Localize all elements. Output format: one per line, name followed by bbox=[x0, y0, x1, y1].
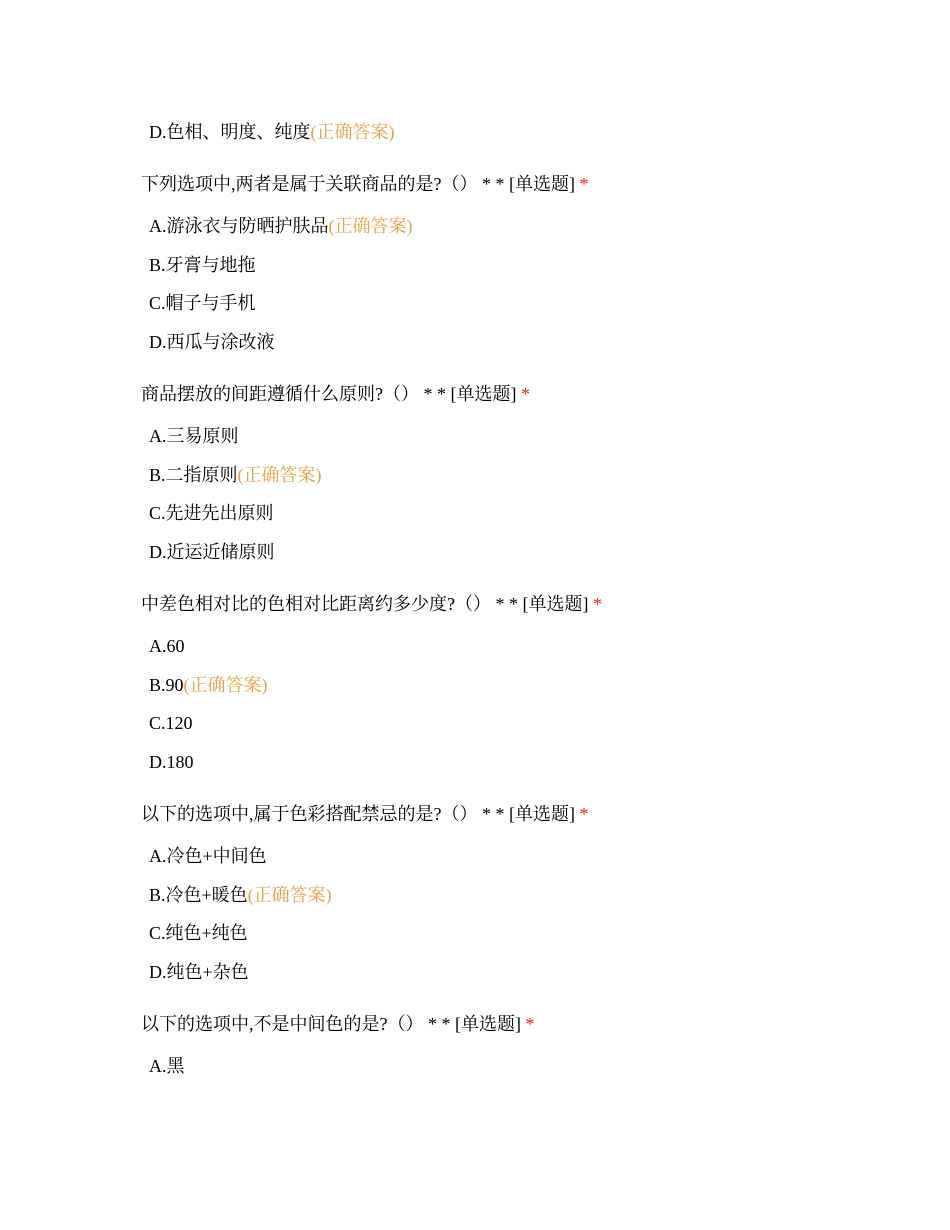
question-5-option-a bbox=[149, 1054, 185, 1078]
question-3-option-a bbox=[149, 634, 185, 658]
question-1-option-c bbox=[149, 291, 256, 315]
option-text: D.纯色+杂色 bbox=[149, 962, 249, 982]
option-text: A.游泳衣与防晒护肤品 bbox=[149, 216, 329, 236]
option-text: B.牙膏与地拖 bbox=[149, 255, 256, 275]
option-text: C.纯色+纯色 bbox=[149, 923, 248, 943]
option-text: B.二指原则 bbox=[149, 465, 238, 485]
question-2-option-a bbox=[149, 424, 239, 448]
question-3-option-b bbox=[149, 673, 268, 697]
correct-answer-mark: (正确答案) bbox=[237, 465, 322, 485]
required-mark: * bbox=[579, 174, 589, 194]
required-mark: * bbox=[521, 384, 530, 404]
question-type-tag: * * [单选题] bbox=[482, 804, 575, 824]
question-2-option-b bbox=[149, 463, 322, 487]
question-1 bbox=[141, 172, 589, 196]
question-5 bbox=[141, 1012, 535, 1036]
option-text: A.60 bbox=[149, 636, 185, 656]
question-3-option-c bbox=[149, 711, 193, 735]
required-mark: * bbox=[593, 594, 602, 614]
option-text: D.近运近储原则 bbox=[149, 542, 275, 562]
question-2 bbox=[141, 382, 530, 406]
required-mark: * bbox=[525, 1014, 535, 1034]
question-type-tag: * * [单选题] bbox=[495, 594, 589, 614]
option-text: C.先进先出原则 bbox=[149, 503, 274, 523]
option-text: D.180 bbox=[149, 752, 194, 772]
correct-answer-mark: (正确答案) bbox=[183, 675, 268, 695]
correct-answer-mark: (正确答案) bbox=[310, 122, 395, 142]
question-text: 商品摆放的间距遵循什么原则?（） bbox=[141, 384, 419, 404]
question-4-option-b bbox=[149, 883, 332, 907]
question-type-tag: * * [单选题] bbox=[428, 1014, 521, 1034]
question-1-option-b bbox=[149, 253, 256, 277]
option-text: A.黑 bbox=[149, 1056, 185, 1076]
correct-answer-mark: (正确答案) bbox=[247, 885, 332, 905]
option-text: C.帽子与手机 bbox=[149, 293, 256, 313]
question-type-tag: * * [单选题] bbox=[482, 174, 575, 194]
question-4-option-a bbox=[149, 844, 267, 868]
question-1-option-a bbox=[149, 214, 413, 238]
question-text: 中差色相对比的色相对比距离约多少度?（） bbox=[141, 594, 491, 614]
option-text: C.120 bbox=[149, 713, 193, 733]
question-text: 下列选项中,两者是属于关联商品的是?（） bbox=[141, 174, 478, 194]
question-text: 以下的选项中,属于色彩搭配禁忌的是?（） bbox=[141, 804, 478, 824]
question-type-tag: * * [单选题] bbox=[423, 384, 517, 404]
option-text: B.90 bbox=[149, 675, 184, 695]
option-intro-d bbox=[149, 120, 395, 144]
option-text: A.三易原则 bbox=[149, 426, 239, 446]
option-text: D.西瓜与涂改液 bbox=[149, 332, 275, 352]
question-4 bbox=[141, 802, 589, 826]
question-3-option-d bbox=[149, 750, 194, 774]
option-text: D.色相、明度、纯度 bbox=[149, 122, 311, 142]
correct-answer-mark: (正确答案) bbox=[328, 216, 413, 236]
option-text: A.冷色+中间色 bbox=[149, 846, 267, 866]
question-3 bbox=[141, 592, 602, 616]
question-4-option-d bbox=[149, 960, 249, 984]
question-2-option-d bbox=[149, 540, 275, 564]
question-2-option-c bbox=[149, 501, 274, 525]
question-4-option-c bbox=[149, 921, 248, 945]
question-text: 以下的选项中,不是中间色的是?（） bbox=[141, 1014, 424, 1034]
required-mark: * bbox=[579, 804, 589, 824]
option-text: B.冷色+暖色 bbox=[149, 885, 248, 905]
question-1-option-d bbox=[149, 330, 275, 354]
